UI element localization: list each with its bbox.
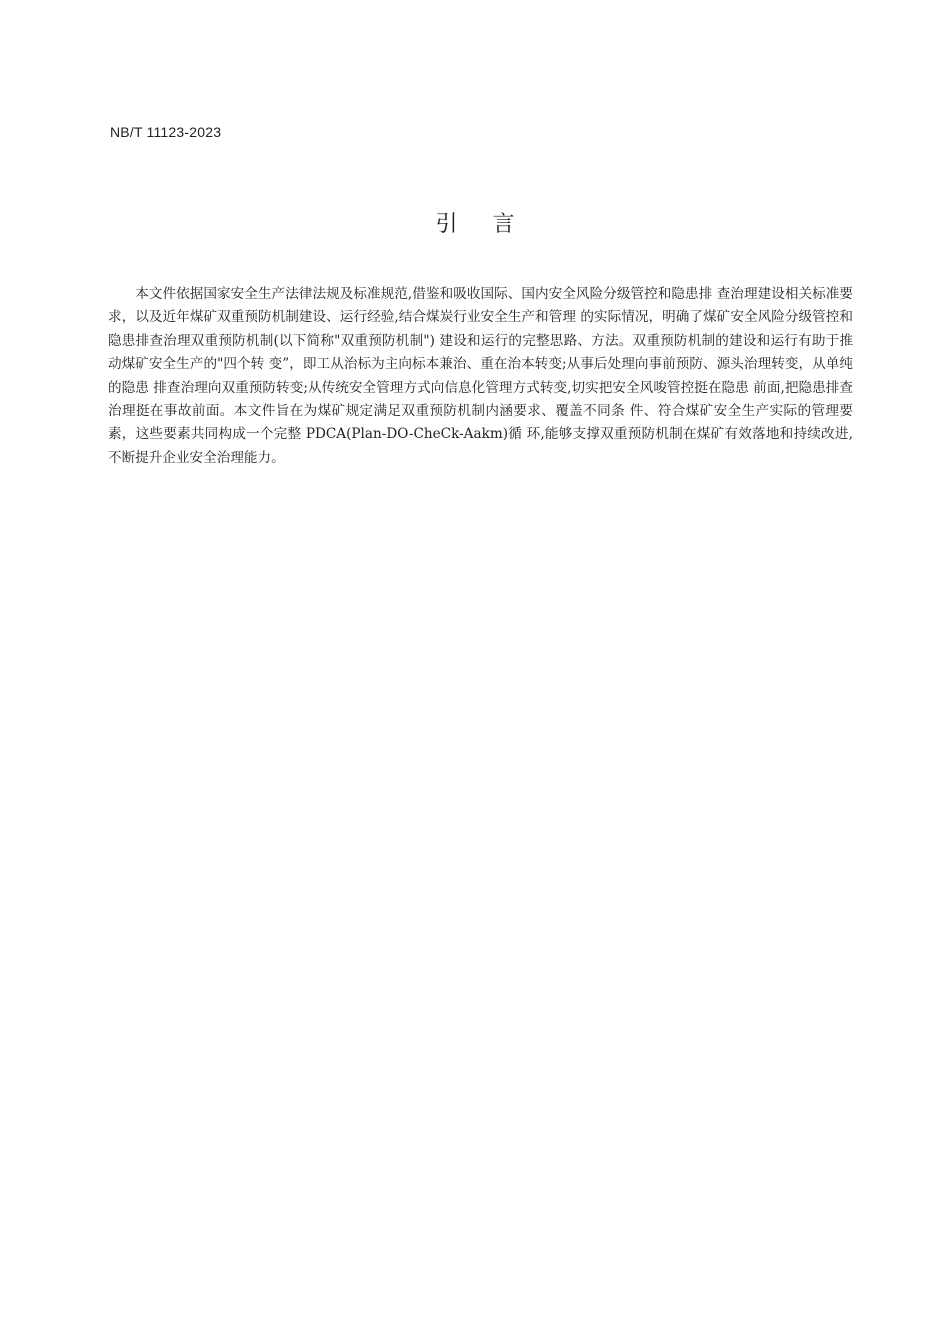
section-title: 引 言 bbox=[435, 212, 529, 237]
document-code: NB/T 11123-2023 bbox=[110, 124, 222, 140]
introduction-paragraph: 本文件依据国家安全生产法律法规及标准规范,借鉴和吸收国际、国内安全风险分级管控和隐患排 查治理建设相关标准要求，以及近年煤矿双重预防机制建设、运行经验,结合煤炭行业安全生产和管理 的实际情况，明确了煤矿安全风险分级管控和隐患排查治理双重预防机制(以下简称"双重预防机制") 建设和运行的完整思路、方法。双重预防机制的建设和运行有助于推动煤矿安全生产的"四个转 变”，即工从治标为主向标本兼治、重在治本转变;从事后处理向事前预防、源头治理转变，从单纯的隐患 排查治理向双重预防转变;从传统安全管理方式向信息化管理方式转变,切实把安全风唆管控挺在隐患 前面,把隐患排查治理挺在事故前面。本文件旨在为煤矿规定满足双重预防机制内涵要求、覆盖不同条 件、符合煤矿安全生产实际的管理要素，这些要素共同构成一个完整 PDCA(Plan-DO-CheCk-Aakm)循 环,能够支撑双重预防机制在煤矿有效落地和持续改进,不断提升企业安全治理能力。 bbox=[108, 286, 853, 466]
